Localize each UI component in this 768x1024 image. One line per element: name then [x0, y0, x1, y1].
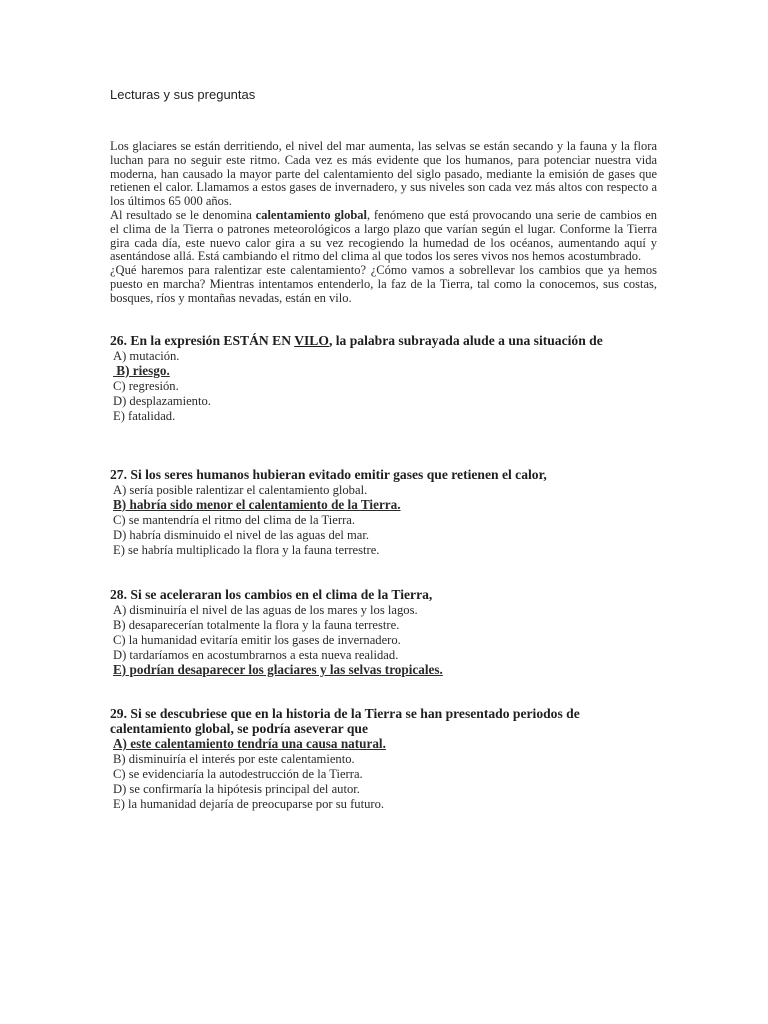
reading-passage: [110, 140, 657, 306]
option-29-a-correct: A) este calentamiento tendría una causa natural.: [113, 736, 386, 751]
option-26-b-text: B) riesgo.: [116, 362, 170, 378]
question-29-title: 29. Si se descubriese que en la historia de la Tierra se han presentado periodos de calentamiento global, se podría aseverar que: [110, 706, 580, 736]
option-28-b: B) desaparecerían totalmente la flora y la fauna terrestre.: [113, 617, 400, 632]
option-27-e: E) se habría multiplicado la flora y la fauna terrestre.: [113, 542, 380, 557]
question-26-title-start: 26. En la expresión ESTÁN EN: [110, 333, 295, 348]
reading-paragraph-2-end: , fenómeno que está provocando una serie de cambios en el clima de la Tierra o patrones meteorológicos a largo plazo que varían según el lugar. Conforme la Tierra gira cada día, este nuevo calor gira a su vez recogiendo la humedad de los océanos, aumentando aquí y asentándose allá. Está cambiando el ritmo del clima al que todos los seres vivos nos hemos acostumbrado.: [110, 207, 657, 264]
option-27-a: A) sería posible ralentizar el calentamiento global.: [113, 483, 368, 497]
option-28-a: A) disminuiría el nivel de las aguas de los mares y los lagos.: [113, 603, 418, 617]
document-heading: Lecturas y sus preguntas: [110, 87, 256, 102]
question-26-title: [110, 333, 660, 348]
question-26-title-end: , la palabra subrayada alude a una situación de: [328, 333, 603, 348]
option-26-a: A) mutación.: [113, 349, 180, 363]
option-27-c: C) se mantendría el ritmo del clima de la Tierra.: [113, 512, 356, 527]
option-26-c: C) regresión.: [113, 378, 179, 393]
option-28-d: D) tardaríamos en acostumbrarnos a esta nueva realidad.: [113, 647, 399, 662]
option-29-b: B) disminuiría el interés por este calentamiento.: [113, 751, 355, 766]
option-26-e: E) fatalidad.: [113, 408, 176, 423]
question-26: [110, 333, 660, 424]
option-29-d: D) se confirmaría la hipótesis principal del autor.: [113, 781, 360, 796]
question-29: [110, 706, 660, 812]
reading-paragraph-1: Los glaciares se están derritiendo, el nivel del mar aumenta, las selvas se están secando y la fauna y la flora luchan para no seguir este ritmo. Cada vez es más evidente que los humanos, para potenciar nuestra vida moderna, han causado la mayor parte del calentamiento del siglo pasado, mediante la emisión de gases que retienen el calor. Llamamos a estos gases de invernadero, y sus niveles son cada vez más altos con respecto a los últimos 65 000 años.: [110, 139, 657, 209]
question-28: [110, 587, 660, 678]
question-27-title: 27. Si los seres humanos hubieran evitado emitir gases que retienen el calor,: [110, 467, 547, 482]
question-28-title: 28. Si se aceleraran los cambios en el clima de la Tierra,: [110, 587, 433, 602]
option-27-d: D) habría disminuido el nivel de las aguas del mar.: [113, 527, 370, 542]
option-26-b-correct: [110, 364, 660, 379]
reading-paragraph-2: [110, 209, 657, 264]
option-29-e: E) la humanidad dejaría de preocuparse por su futuro.: [113, 796, 385, 811]
option-29-c: C) se evidenciaría la autodestrucción de la Tierra.: [113, 766, 363, 781]
question-27: [110, 467, 660, 558]
option-27-b-correct: B) habría sido menor el calentamiento de la Tierra.: [113, 496, 401, 512]
underlined-word: VILO: [294, 333, 329, 348]
option-26-d: D) desplazamiento.: [113, 393, 211, 408]
reading-paragraph-3: ¿Qué haremos para ralentizar este calentamiento? ¿Cómo vamos a sobrellevar los cambios que ya hemos puesto en marcha? Mientras intentamos entenderlo, la faz de la Tierra, tal como la conocemos, sus costas, bosques, ríos y montañas nevadas, están en vilo.: [110, 263, 657, 305]
reading-paragraph-2-start: Al resultado se le denomina: [110, 207, 256, 222]
key-term: calentamiento global: [255, 207, 368, 222]
option-28-e-correct: E) podrían desaparecer los glaciares y las selvas tropicales.: [113, 661, 443, 677]
option-28-c: C) la humanidad evitaría emitir los gases de invernadero.: [113, 632, 401, 647]
